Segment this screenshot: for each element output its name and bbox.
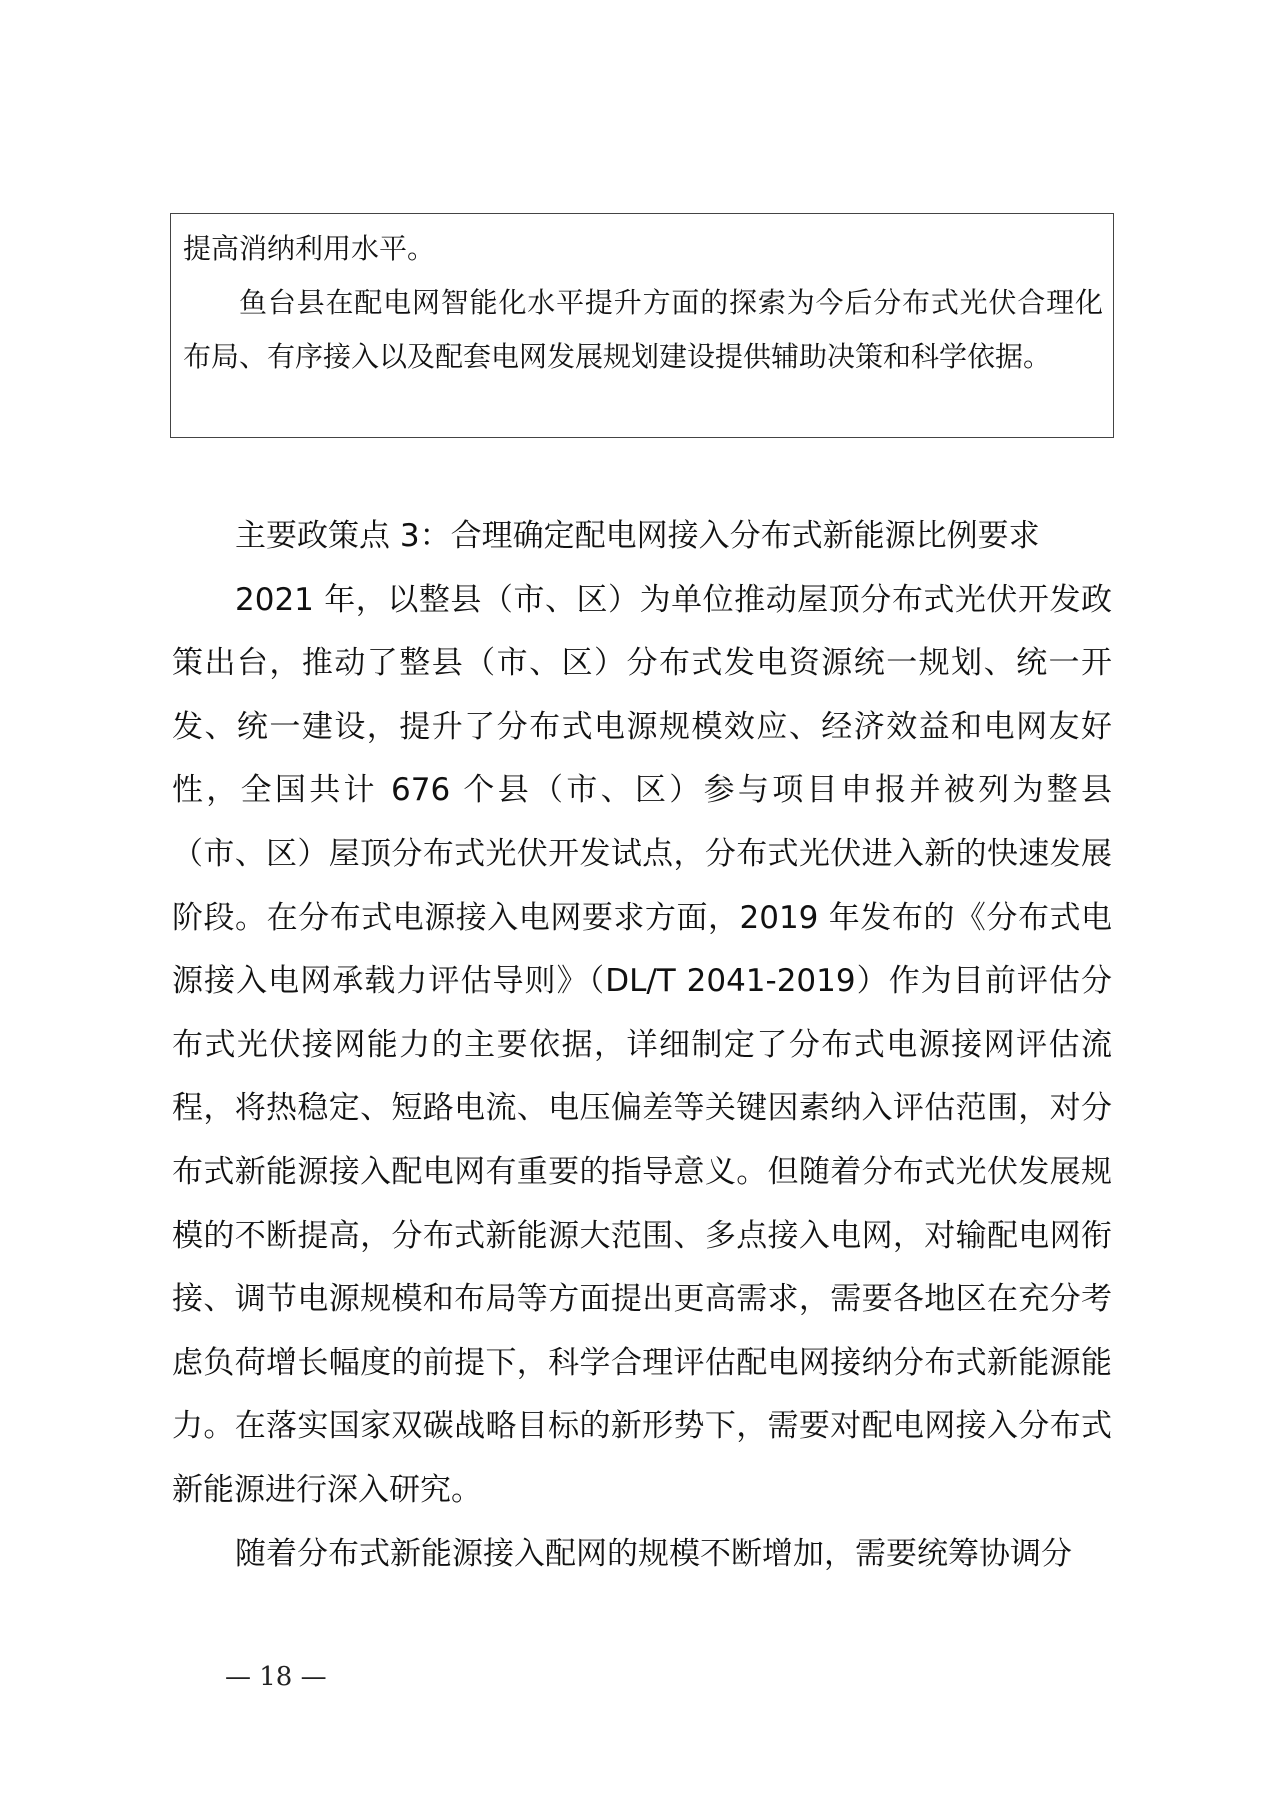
- boxed-paragraph-2: 鱼台县在配电网智能化水平提升方面的探索为今后分布式光伏合理化布局、有序接入以及配套电网发展规划建设提供辅助决策和科学依据。: [183, 286, 1103, 373]
- boxed-excerpt: [170, 213, 1114, 438]
- policy-heading: 主要政策点 3：合理确定配电网接入分布式新能源比例要求: [235, 518, 1040, 554]
- body-paragraph-2: 随着分布式新能源接入配网的规模不断增加，需要统筹协调分: [235, 1535, 1072, 1572]
- page-number: — 18 —: [225, 1662, 327, 1692]
- main-body: [172, 505, 1112, 1586]
- boxed-line-1: 提高消纳利用水平。: [183, 232, 436, 265]
- body-paragraph-1: 2021 年，以整县（市、区）为单位推动屋顶分布式光伏开发政策出台，推动了整县（市、区）分布式发电资源统一规划、统一开发、统一建设，提升了分布式电源规模效应、经济效益和电网友好性，全国共计 676 个县（市、区）参与项目申报并被列为整县（市、区）屋顶分布式光伏开发试点，分布式光伏进入新的快速发展阶段。在分布式电源接入电网要求方面，2019 年发布的《分布式电源接入电网承载力评估导则》（DL/T 2041-2019）作为目前评估分布式光伏接网能力的主要依据，详细制定了分布式电源接网评估流程，将热稳定、短路电流、电压偏差等关键因素纳入评估范围，对分布式新能源接入配电网有重要的指导意义。但随着分布式光伏发展规模的不断提高，分布式新能源大范围、多点接入电网，对输配电网衔接、调节电源规模和布局等方面提出更高需求，需要各地区在充分考虑负荷增长幅度的前提下，科学合理评估配电网接纳分布式新能源能力。在落实国家双碳战略目标的新形势下，需要对配电网接入分布式新能源进行深入研究。: [172, 581, 1112, 1508]
